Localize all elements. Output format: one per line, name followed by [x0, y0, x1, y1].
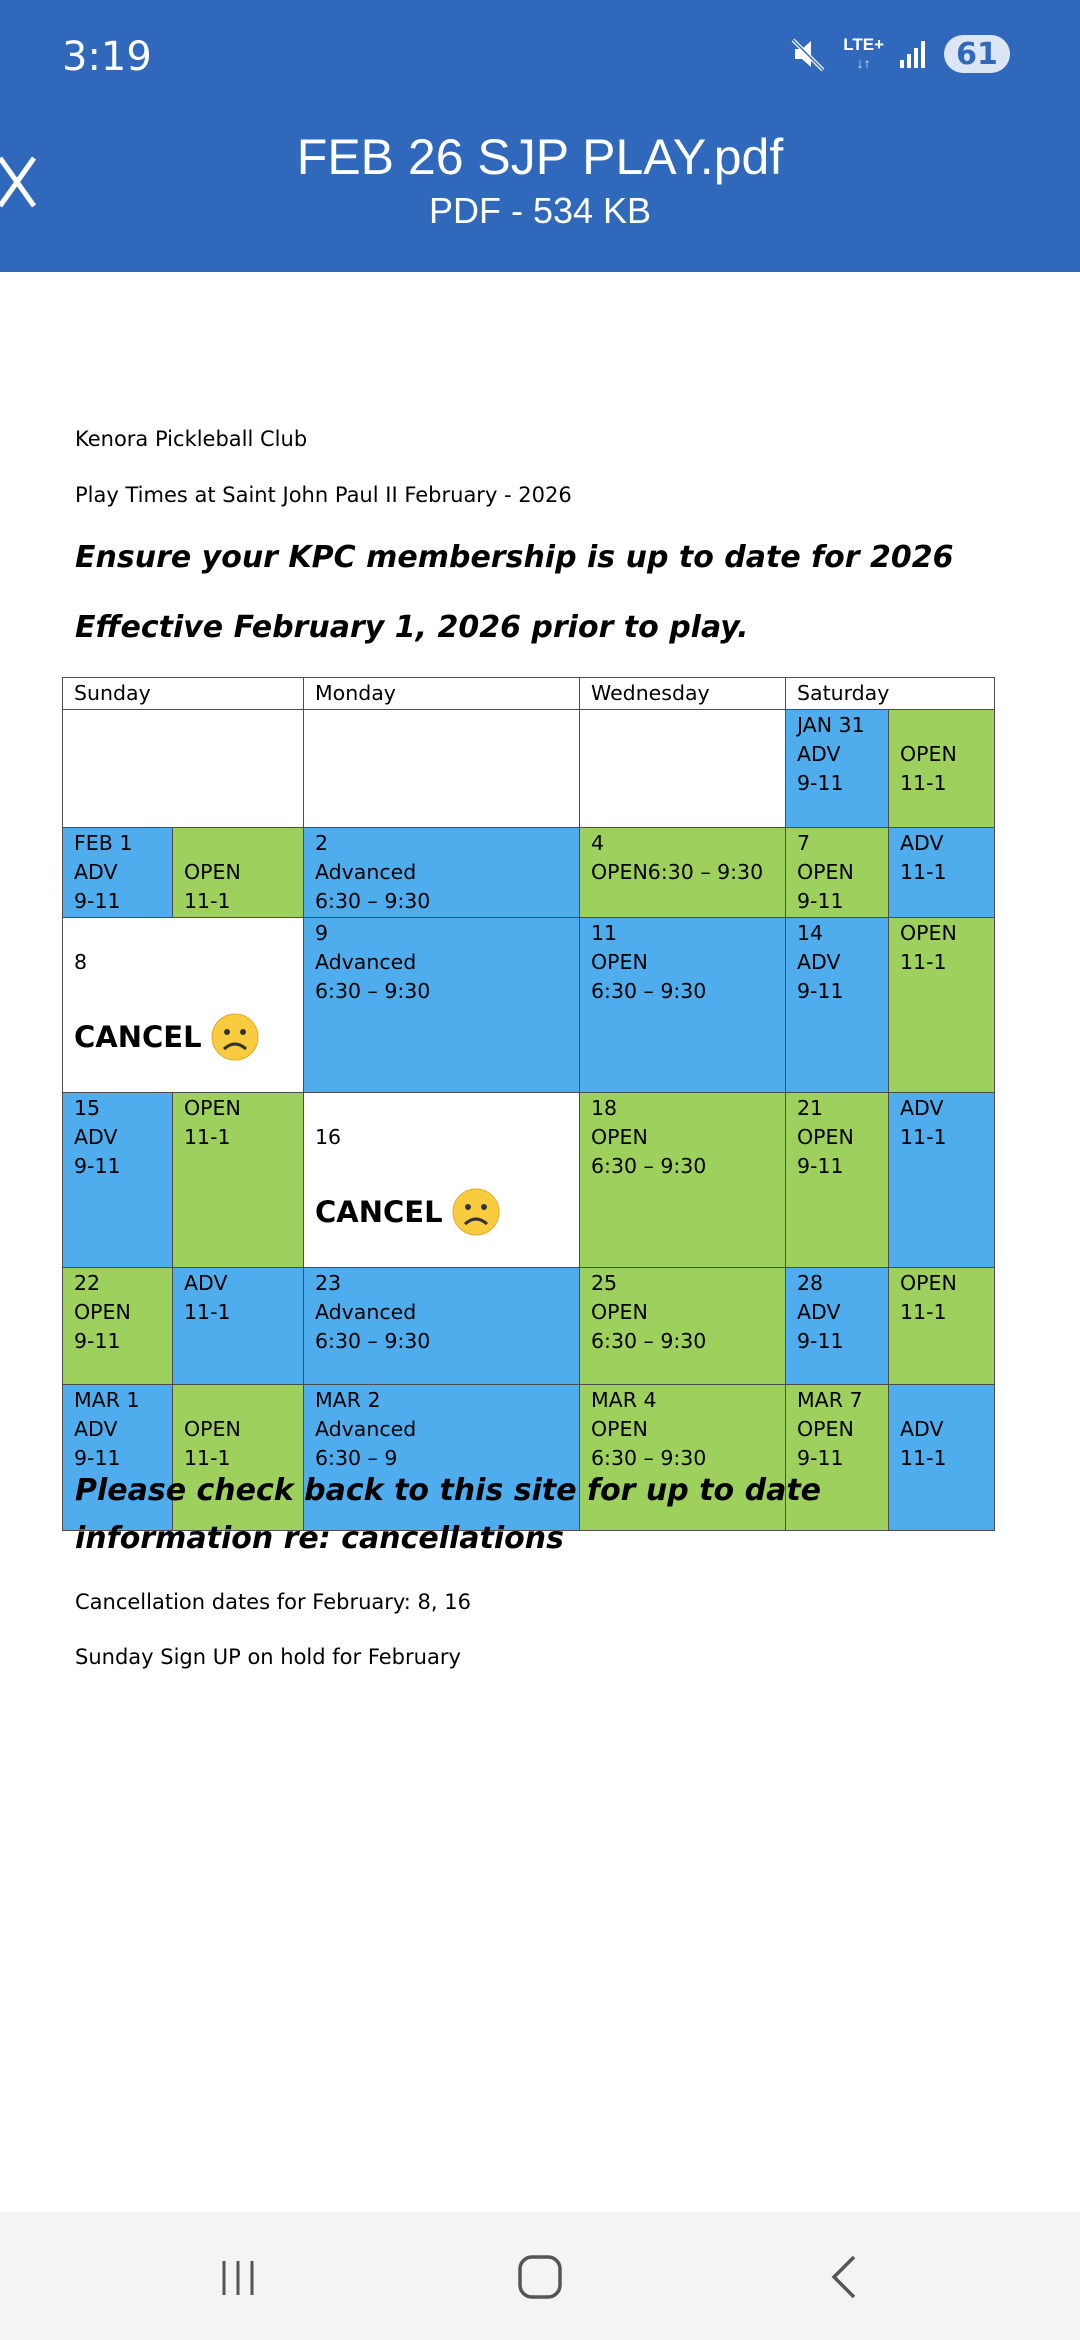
signal-icon — [898, 38, 930, 70]
table-cell: OPEN 11-1 — [173, 1093, 304, 1268]
table-cell: OPEN 11-1 — [889, 710, 995, 828]
signup-note: Sunday Sign UP on hold for February — [75, 1645, 461, 1669]
cancel-label-wrap — [74, 1012, 292, 1062]
cancel-label: CANCEL — [74, 1019, 202, 1054]
table-cell: MAR 2 Advanced 6:30 – 9 — [304, 1385, 580, 1531]
cancel-cell — [63, 918, 304, 1093]
club-name: Kenora Pickleball Club — [75, 427, 308, 451]
app-header — [0, 0, 1080, 272]
table-cell: 28 ADV 9-11 — [786, 1268, 889, 1385]
table-cell: 4 OPEN6:30 – 9:30 — [580, 828, 786, 918]
table-cell-day: 16 — [315, 1125, 342, 1149]
network-indicator: LTE+ ↓↑ — [843, 35, 884, 71]
table-cell: OPEN 11-1 — [173, 828, 304, 918]
table-row — [63, 710, 995, 828]
table-cell: 14 ADV 9-11 — [786, 918, 889, 1093]
cancel-label: CANCEL — [315, 1194, 443, 1229]
document-title: FEB 26 SJP PLAY.pdf — [296, 129, 784, 185]
table-cell: MAR 1 ADV 9-11 — [63, 1385, 173, 1531]
cancellation-dates: Cancellation dates for February: 8, 16 — [75, 1590, 471, 1614]
cancel-label-wrap — [315, 1187, 568, 1237]
membership-heading: Ensure your KPC membership is up to date for 2026 — [75, 540, 954, 575]
sad-face-icon — [451, 1187, 501, 1237]
header-saturday: Saturday — [786, 678, 995, 710]
table-cell: 9 Advanced 6:30 – 9:30 — [304, 918, 580, 1093]
table-cell: 21 OPEN 9-11 — [786, 1093, 889, 1268]
battery-indicator: 61 — [944, 35, 1010, 73]
table-cell: ADV 11-1 — [889, 1093, 995, 1268]
effective-heading: Effective February 1, 2026 prior to play. — [75, 610, 749, 645]
table-row — [63, 1268, 995, 1385]
status-time: 3:19 — [62, 34, 152, 80]
table-cell: 25 OPEN 6:30 – 9:30 — [580, 1268, 786, 1385]
cancel-cell — [304, 1093, 580, 1268]
table-cell: 15 ADV 9-11 — [63, 1093, 173, 1268]
table-cell: ADV 11-1 — [889, 828, 995, 918]
play-times-line: Play Times at Saint John Paul II February - 2026 — [75, 483, 572, 507]
table-cell: 7 OPEN 9-11 — [786, 828, 889, 918]
table-cell: 18 OPEN 6:30 – 9:30 — [580, 1093, 786, 1268]
table-cell: OPEN 11-1 — [889, 918, 995, 1093]
home-button[interactable] — [500, 2242, 580, 2312]
table-row — [63, 1093, 995, 1268]
header-sunday: Sunday — [63, 678, 304, 710]
network-type: LTE+ — [843, 35, 884, 54]
table-cell: 11 OPEN 6:30 – 9:30 — [580, 918, 786, 1093]
table-cell: OPEN 11-1 — [173, 1385, 304, 1531]
document-subtitle: PDF - 534 KB — [428, 190, 652, 231]
table-cell: 23 Advanced 6:30 – 9:30 — [304, 1268, 580, 1385]
table-cell: 2 Advanced 6:30 – 9:30 — [304, 828, 580, 918]
recents-icon — [216, 2255, 260, 2299]
system-nav-bar — [0, 2212, 1080, 2340]
table-cell: ADV 11-1 — [889, 1385, 995, 1531]
table-header-row — [63, 678, 995, 710]
home-icon — [516, 2253, 564, 2301]
table-cell — [304, 710, 580, 828]
table-cell — [580, 710, 786, 828]
footer-heading: Please check back to this site for up to date information re: cancellations — [75, 1473, 822, 1556]
recents-button[interactable] — [198, 2242, 278, 2312]
table-cell: MAR 7 OPEN 9-11 — [786, 1385, 889, 1531]
sad-face-icon — [210, 1012, 260, 1062]
table-cell: MAR 4 OPEN 6:30 – 9:30 — [580, 1385, 786, 1531]
back-button[interactable] — [804, 2242, 884, 2312]
table-cell-day: 8 — [74, 950, 88, 974]
header-wednesday: Wednesday — [580, 678, 786, 710]
table-cell — [63, 710, 304, 828]
table-row — [63, 828, 995, 918]
table-cell: JAN 31 ADV 9-11 — [786, 710, 889, 828]
table-cell: FEB 1 ADV 9-11 — [63, 828, 173, 918]
table-row — [63, 918, 995, 1093]
header-monday: Monday — [304, 678, 580, 710]
table-cell: 22 OPEN 9-11 — [63, 1268, 173, 1385]
table-cell: OPEN 11-1 — [889, 1268, 995, 1385]
back-icon — [824, 2253, 864, 2301]
schedule-table — [62, 677, 995, 1531]
table-cell: ADV 11-1 — [173, 1268, 304, 1385]
status-icons — [789, 34, 1010, 74]
mute-icon — [789, 34, 829, 74]
